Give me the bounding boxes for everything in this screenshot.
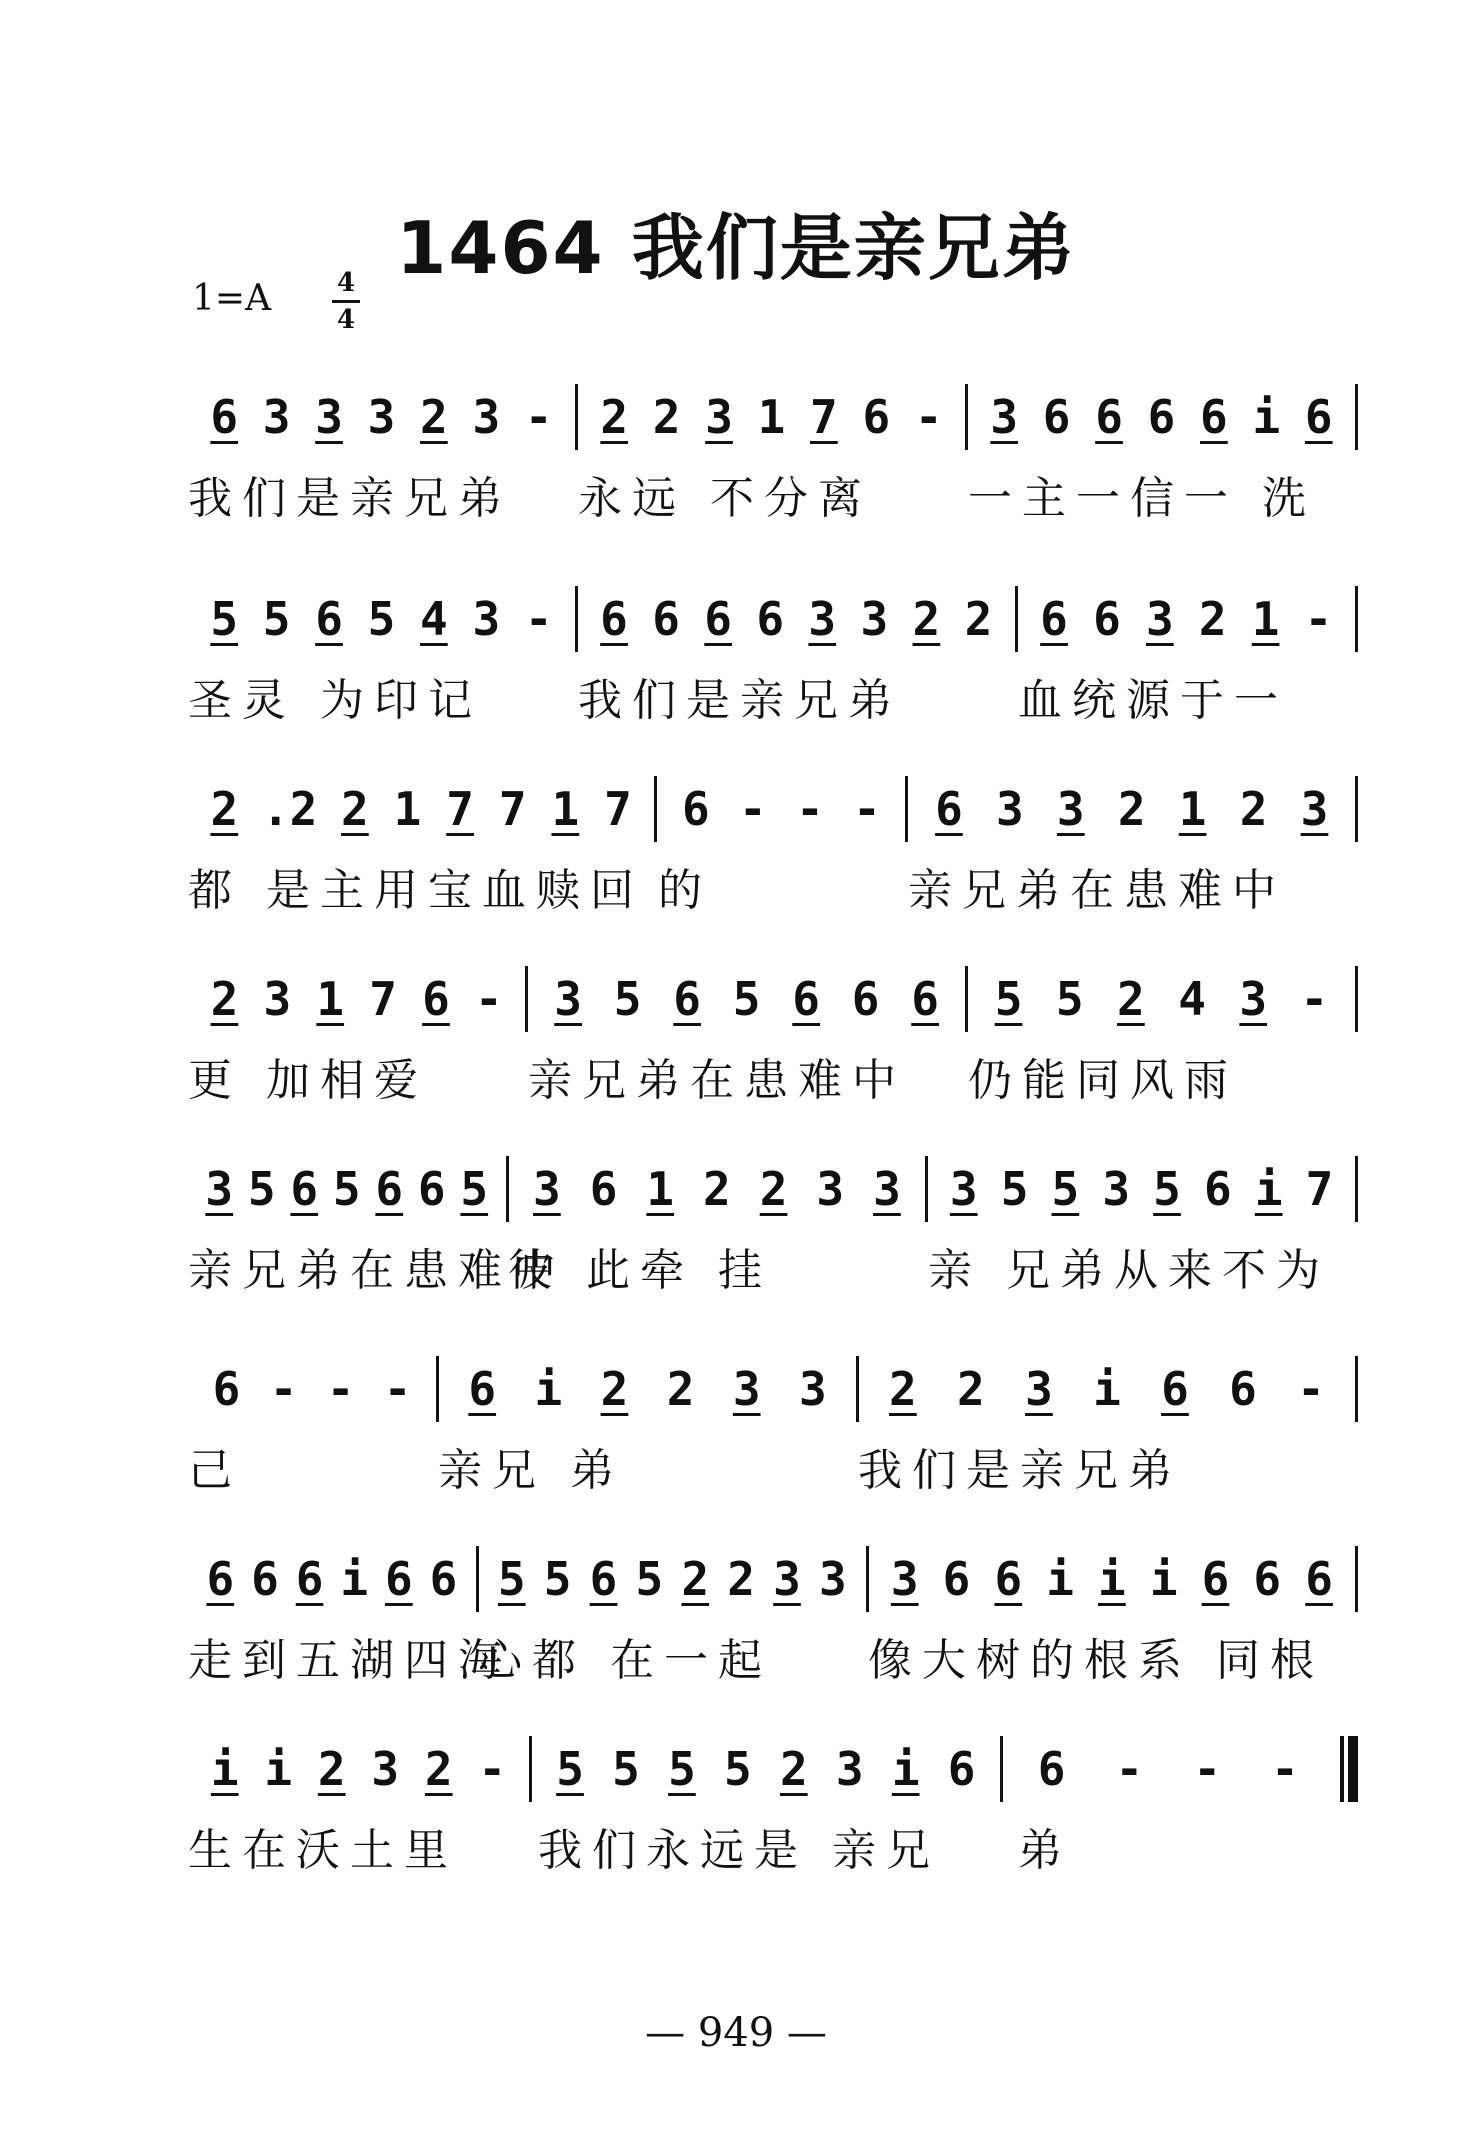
note: 2 [210, 782, 239, 836]
note: 5 [262, 592, 291, 646]
note: 2 [210, 972, 239, 1026]
time-signature [328, 268, 364, 335]
note: 2 [1198, 592, 1227, 646]
note: i [1254, 1162, 1283, 1216]
note: 2 [600, 1362, 629, 1416]
note: i [210, 1742, 239, 1796]
score-line [188, 1540, 1358, 1688]
lyric-segment: 更 加相爱 [188, 1055, 428, 1106]
note: 1 [316, 972, 345, 1026]
note: i [1093, 1362, 1121, 1416]
score-line [188, 1350, 1358, 1498]
note: 3 [533, 1162, 561, 1216]
measure-row [188, 580, 1358, 658]
note: 3 [1025, 1362, 1053, 1416]
measure [188, 1354, 436, 1424]
note: - [383, 1362, 412, 1416]
measure [528, 964, 965, 1034]
lyric-row [188, 664, 1358, 728]
note: - [524, 390, 553, 444]
note: 6 [295, 1552, 324, 1606]
note: 6 [212, 1362, 241, 1416]
note: - [1193, 1742, 1222, 1796]
lyric-row [188, 854, 1358, 918]
note: 5 [210, 592, 239, 646]
note: 5 [612, 1742, 640, 1796]
lyric-segment: 我们是亲兄弟 [188, 473, 512, 524]
note: 3 [773, 1552, 801, 1606]
lyric-segment: 亲兄 弟 [438, 1445, 624, 1496]
note: 1 [1178, 782, 1207, 836]
note: 6 [1204, 1162, 1232, 1216]
note: 2 [957, 1362, 985, 1416]
lyric-segment: 仍能同风雨 [968, 1055, 1238, 1106]
note: 6 [1147, 390, 1176, 444]
note: 3 [705, 390, 733, 444]
note: - [1300, 972, 1329, 1026]
note: 6 [206, 1552, 235, 1606]
note: - [739, 782, 767, 836]
note: 2 [1239, 782, 1268, 836]
lyric-segment: 像大树的根系 同根 [868, 1635, 1324, 1686]
note: 3 [205, 1162, 234, 1216]
note: 2 [1117, 782, 1146, 836]
note: - [1271, 1742, 1299, 1796]
note: 3 [860, 592, 889, 646]
note: i [1149, 1552, 1178, 1606]
lyric-segment: 都 是主用宝血赎回 [188, 865, 644, 916]
lyric-segment: 圣灵 为印记 [188, 675, 482, 726]
note: 2 [652, 390, 681, 444]
note: i [891, 1742, 920, 1796]
measure [908, 774, 1355, 844]
measure-row [188, 1350, 1358, 1428]
measure [188, 774, 654, 844]
measure [188, 964, 525, 1034]
note: 6 [384, 1552, 413, 1606]
lyric-segment: 弟 [1018, 1825, 1072, 1876]
note: 3 [808, 592, 837, 646]
measure [1018, 584, 1355, 654]
note: - [475, 972, 503, 1026]
lyric-segment: 亲兄弟在患难中 [908, 865, 1286, 916]
note: 6 [375, 1162, 404, 1216]
lyric-row [188, 1044, 1358, 1108]
measure [509, 1154, 926, 1224]
note: 6 [947, 1742, 976, 1796]
note: 5 [367, 592, 396, 646]
note: 3 [472, 592, 501, 646]
note: 5 [543, 1552, 572, 1606]
score-line [188, 580, 1358, 728]
note: 2 [317, 1742, 346, 1796]
note: 7 [498, 782, 527, 836]
lyric-segment: 亲兄弟在患难中 [188, 1245, 566, 1296]
note: 6 [994, 1552, 1023, 1606]
note: 5 [1153, 1162, 1181, 1216]
lyric-row [188, 1814, 1358, 1878]
note: 3 [835, 1742, 864, 1796]
score-line [188, 1730, 1358, 1878]
barline [1355, 384, 1358, 450]
score-line [188, 378, 1358, 526]
note: 6 [1253, 1552, 1282, 1606]
note: 3 [262, 390, 291, 444]
measure [188, 1154, 506, 1224]
barline [1355, 1356, 1358, 1422]
note: 2 [912, 592, 941, 646]
note: 6 [422, 972, 450, 1026]
note: 6 [652, 592, 680, 646]
note: - [524, 592, 553, 646]
measure [479, 1544, 866, 1614]
note: 6 [682, 782, 710, 836]
note: 6 [862, 390, 891, 444]
lyric-segment: 生在沃土里 [188, 1825, 458, 1876]
note: 6 [1200, 390, 1228, 444]
measure [188, 1734, 529, 1804]
note: 6 [600, 592, 628, 646]
note: 7 [810, 390, 838, 444]
score-line [188, 1150, 1358, 1298]
lyric-segment: 血统源于一 [1018, 675, 1288, 726]
note: 3 [1239, 972, 1268, 1026]
note: 2 [600, 390, 629, 444]
note: 5 [556, 1742, 584, 1796]
note: 3 [315, 390, 343, 444]
measure [188, 584, 575, 654]
time-signature-bottom: 4 [336, 305, 356, 335]
time-signature-top: 4 [336, 268, 356, 298]
note: 3 [819, 1552, 847, 1606]
note: - [326, 1362, 355, 1416]
note: i [340, 1552, 369, 1606]
measure [188, 1544, 476, 1614]
measure [1003, 1734, 1334, 1804]
note: 5 [1051, 1162, 1080, 1216]
measure-row [188, 770, 1358, 848]
note: 6 [589, 1162, 618, 1216]
note: 3 [1300, 782, 1329, 836]
note: 7 [1305, 1162, 1334, 1216]
note: 6 [1229, 1362, 1257, 1416]
note: - [1297, 1362, 1325, 1416]
lyric-segment: 心都 在一起 [478, 1635, 772, 1686]
note: 2 [341, 782, 369, 836]
note: 6 [1095, 390, 1123, 444]
note: 5 [668, 1742, 696, 1796]
lyric-segment: 我们是亲兄弟 [858, 1445, 1182, 1496]
note: 6 [589, 1552, 618, 1606]
note: 6 [673, 972, 701, 1026]
measure-row [188, 1540, 1358, 1618]
barline [1355, 966, 1358, 1032]
note: 7 [369, 972, 397, 1026]
measure [532, 1734, 1000, 1804]
note: 3 [996, 782, 1024, 836]
lyric-row [188, 1434, 1358, 1498]
note: 6 [468, 1362, 497, 1416]
barline [1355, 1156, 1358, 1222]
note: 5 [724, 1742, 752, 1796]
note: .2 [261, 782, 318, 836]
note: 6 [315, 592, 343, 646]
lyric-segment: 己 [188, 1445, 242, 1496]
note: 6 [935, 782, 963, 836]
note: 1 [551, 782, 580, 836]
note: 3 [990, 390, 1019, 444]
lyric-row [188, 1624, 1358, 1688]
measure [657, 774, 905, 844]
measure-row [188, 960, 1358, 1038]
score-line [188, 770, 1358, 918]
note: 6 [251, 1552, 279, 1606]
note: 7 [604, 782, 632, 836]
note: 3 [367, 390, 396, 444]
note: 2 [779, 1742, 808, 1796]
note: 5 [1000, 1162, 1029, 1216]
note: 5 [460, 1162, 489, 1216]
note: 6 [704, 592, 732, 646]
note: 5 [497, 1552, 526, 1606]
note: 7 [446, 782, 474, 836]
note: 3 [890, 1552, 919, 1606]
barline [1355, 586, 1358, 652]
measure [578, 584, 1015, 654]
lyric-segment: 一主一信一 洗 [968, 473, 1316, 524]
note: i [534, 1362, 563, 1416]
lyric-row [188, 1234, 1358, 1298]
note: 2 [681, 1552, 710, 1606]
measure [578, 382, 965, 452]
note: 5 [247, 1162, 276, 1216]
note: 6 [417, 1162, 446, 1216]
note: 2 [727, 1552, 755, 1606]
note: 5 [732, 972, 761, 1026]
measure [968, 382, 1355, 452]
song-title: 1464 我们是亲兄弟 [396, 206, 1076, 290]
note: i [1046, 1552, 1074, 1606]
note: 6 [1037, 1742, 1066, 1796]
note: 4 [420, 592, 448, 646]
measure [928, 1154, 1355, 1224]
note: - [478, 1742, 507, 1796]
note: 4 [1178, 972, 1206, 1026]
note: 3 [263, 972, 292, 1026]
barline [1355, 1546, 1358, 1612]
lyric-segment: 永远 不分离 [578, 473, 872, 524]
note: 3 [816, 1162, 845, 1216]
note: 2 [424, 1742, 453, 1796]
note: 3 [949, 1162, 978, 1216]
note: 2 [759, 1162, 788, 1216]
note: 3 [1145, 592, 1174, 646]
note: 6 [1305, 1552, 1333, 1606]
note: 6 [942, 1552, 971, 1606]
note: i [264, 1742, 293, 1796]
note: 3 [554, 972, 582, 1026]
note: 5 [613, 972, 642, 1026]
note: 6 [1093, 592, 1121, 646]
note: 6 [210, 390, 239, 444]
note: - [1304, 592, 1333, 646]
lyric-segment: 亲 兄弟从来不为 [928, 1245, 1330, 1296]
note: 3 [798, 1362, 827, 1416]
note: - [796, 782, 824, 836]
note: 6 [792, 972, 820, 1026]
measure-row [188, 378, 1358, 456]
note: 3 [472, 390, 501, 444]
note: 2 [666, 1362, 695, 1416]
note: 2 [1117, 972, 1145, 1026]
note: 6 [1201, 1552, 1230, 1606]
note: 5 [332, 1162, 361, 1216]
note: - [853, 782, 881, 836]
note: - [269, 1362, 298, 1416]
note: 3 [1056, 782, 1085, 836]
note: 3 [371, 1742, 400, 1796]
note: 6 [756, 592, 785, 646]
lyric-segment: 走到五湖四海 [188, 1635, 512, 1686]
measure [859, 1354, 1355, 1424]
lyric-row [188, 462, 1358, 526]
page-number: — 949 — [645, 2010, 827, 2056]
measure [968, 964, 1355, 1034]
note: 3 [732, 1362, 761, 1416]
lyric-segment: 亲兄弟在患难中 [528, 1055, 906, 1106]
note: 2 [420, 390, 448, 444]
note: 3 [1102, 1162, 1131, 1216]
lyric-segment: 我们永远是 亲兄 [538, 1825, 940, 1876]
note: 2 [964, 592, 993, 646]
note: 6 [911, 972, 939, 1026]
key-signature: 1=A [192, 278, 272, 319]
measure-row [188, 1150, 1358, 1228]
note: 6 [851, 972, 880, 1026]
note: - [914, 390, 943, 444]
note: i [1098, 1552, 1126, 1606]
note: 3 [873, 1162, 901, 1216]
note: 6 [1042, 390, 1071, 444]
lyric-segment: 的 [658, 865, 712, 916]
note: i [1252, 390, 1281, 444]
note: 1 [757, 390, 786, 444]
note: - [1115, 1742, 1144, 1796]
barline [1340, 1736, 1344, 1802]
note: 6 [290, 1162, 319, 1216]
note: 1 [646, 1162, 675, 1216]
note: 2 [703, 1162, 731, 1216]
measure-row [188, 1730, 1358, 1808]
measure [869, 1544, 1355, 1614]
score-line [188, 960, 1358, 1108]
note: 6 [429, 1552, 458, 1606]
note: 1 [393, 782, 422, 836]
final-barline [1348, 1736, 1358, 1802]
note: 6 [1304, 390, 1333, 444]
note: 6 [1161, 1362, 1189, 1416]
barline [1355, 776, 1358, 842]
measure [188, 382, 575, 452]
note: 5 [1055, 972, 1084, 1026]
note: 1 [1251, 592, 1280, 646]
note: 5 [994, 972, 1023, 1026]
note: 6 [1040, 592, 1068, 646]
measure [439, 1354, 856, 1424]
note: 2 [889, 1362, 917, 1416]
lyric-segment: 我们是亲兄弟 [578, 675, 902, 726]
lyric-segment: 彼 此牵 挂 [508, 1245, 772, 1296]
note: 5 [635, 1552, 664, 1606]
